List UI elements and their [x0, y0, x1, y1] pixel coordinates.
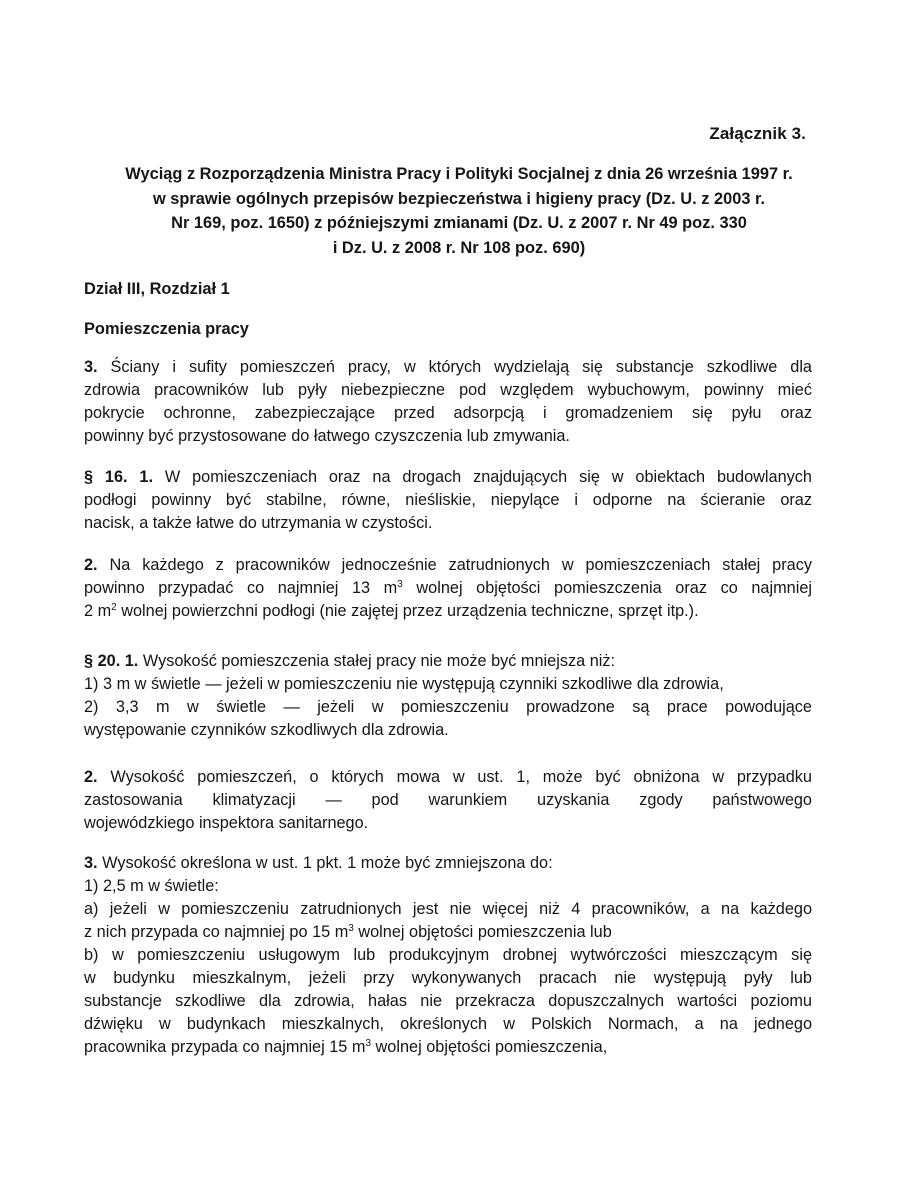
paragraph-line: nacisk, a także łatwe do utrzymania w czystości.: [84, 514, 433, 532]
paragraph-number: 2.: [84, 556, 98, 574]
paragraph-line: powinny być przystosowane do łatwego czyszczenia lub zmywania.: [84, 427, 570, 445]
paragraph-line: 2 $m^2$ wolnej powierzchni podłogi (nie zajętej przez urządzenia techniczne, sprzęt itp.).: [84, 602, 699, 620]
paragraph-line: § 20. 1. Wysokość pomieszczenia stałej pracy nie może być mniejsza niż:: [84, 652, 616, 670]
superscript: 2: [111, 602, 117, 613]
heading-line: w sprawie ogólnych przepisów bezpieczeństwa i higieny pracy (Dz. U. z 2003 r.: [152, 189, 766, 208]
paragraph-line: a) jeżeli w pomieszczeniu zatrudnionych jest nie więcej niż 4 pracowników, a na każdego: [84, 900, 812, 918]
heading-line: Wyciąg z Rozporządzenia Ministra Pracy i Polityki Socjalnej z dnia 26 września 1997 r.: [125, 165, 793, 183]
paragraph-number: § 16. 1.: [84, 468, 154, 486]
paragraph-line: 2. Wysokość pomieszczeń, o których mowa w ust. 1, może być obniżona w przypadku: [84, 768, 812, 786]
paragraph-20-1: [84, 650, 812, 742]
paragraph-line: b) w pomieszczeniu usługowym lub produkcyjnym drobnej wytwórczości mieszczącym się: [84, 946, 812, 964]
paragraph-line: 2) 3,3 m w świetle — jeżeli w pomieszczeniu prowadzone są prace powodujące: [84, 698, 812, 716]
paragraph-line: § 16. 1. W pomieszczeniach oraz na drogach znajdujących się w obiektach budowlanych: [84, 468, 812, 486]
paragraph-number: § 20. 1.: [84, 652, 139, 670]
paragraph-line: substancje szkodliwe dla zdrowia, hałas nie przekracza dopuszczalnych wartości poziomu: [84, 992, 812, 1010]
paragraph-line: 1) 2,5 m w świetle:: [84, 877, 219, 895]
paragraph-line: 3. Ściany i sufity pomieszczeń pracy, w których wydzielają się substancje szkodliwe dla: [84, 358, 812, 376]
paragraph-line: zdrowia pracowników lub pyły niebezpieczne pod względem wybuchowym, powinny mieć: [84, 381, 812, 399]
paragraph-20-2: [84, 766, 812, 835]
paragraph-line: 2. Na każdego z pracowników jednocześnie zatrudnionych w pomieszczeniach stałej pracy: [84, 556, 812, 574]
paragraph-line: pokrycie ochronne, zabezpieczające przed adsorpcją i gromadzeniem się pyłu oraz: [84, 404, 812, 422]
paragraph-line: występowanie czynników szkodliwych dla zdrowia.: [84, 721, 449, 739]
paragraph-line: zastosowania klimatyzacji — pod warunkiem uzyskania zgody państwowego: [84, 791, 812, 809]
paragraph-20-3: [84, 852, 812, 1059]
paragraph-line: powinno przypadać co najmniej 13 $m^3$ wolnej objętości pomieszczenia oraz co najmniej: [84, 579, 812, 597]
paragraph-16-2: [84, 554, 812, 623]
paragraph-line: wojewódzkiego inspektora sanitarnego.: [84, 814, 369, 832]
subsection-title: Pomieszczenia pracy: [84, 320, 249, 338]
superscript: 3: [397, 579, 403, 590]
paragraph-line: dźwięku w budynkach mieszkalnych, określonych w Polskich Normach, a na jednego: [84, 1015, 812, 1033]
paragraph-16-1: [84, 466, 812, 535]
paragraph-number: 3.: [84, 358, 98, 376]
paragraph-line: w budynku mieszkalnym, jeżeli przy wykonywanych pracach nie występują pyły lub: [84, 969, 812, 987]
section-title: Dział III, Rozdział 1: [84, 280, 230, 298]
superscript: 3: [348, 923, 354, 934]
paragraph-number: 3.: [84, 854, 98, 872]
paragraph-line: pracownika przypada co najmniej 15 $m^3$ wolnej objętości pomieszczenia,: [84, 1038, 608, 1056]
paragraph-line: podłogi powinny być stabilne, równe, nieśliskie, niepylące i odporne na ścieranie oraz: [84, 491, 812, 509]
paragraph-line: 1) 3 m w świetle — jeżeli w pomieszczeniu nie występują czynniki szkodliwe dla zdrowia,: [84, 675, 724, 693]
heading-line: Nr 169, poz. 1650) z późniejszymi zmianami (Dz. U. z 2007 r. Nr 49 poz. 330: [171, 214, 747, 232]
document-heading: [84, 162, 834, 260]
superscript: 3: [365, 1038, 372, 1049]
heading-line: i Dz. U. z 2008 r. Nr 108 poz. 690): [332, 238, 586, 257]
paragraph-line: z nich przypada co najmniej po 15 $m^3$ wolnej objętości pomieszczenia lub: [84, 923, 612, 941]
paragraph-3: [84, 356, 812, 448]
paragraph-number: 2.: [84, 768, 98, 786]
paragraph-line: 3. Wysokość określona w ust. 1 pkt. 1 może być zmniejszona do:: [84, 854, 553, 872]
annex-label: Załącznik 3.: [709, 124, 806, 143]
